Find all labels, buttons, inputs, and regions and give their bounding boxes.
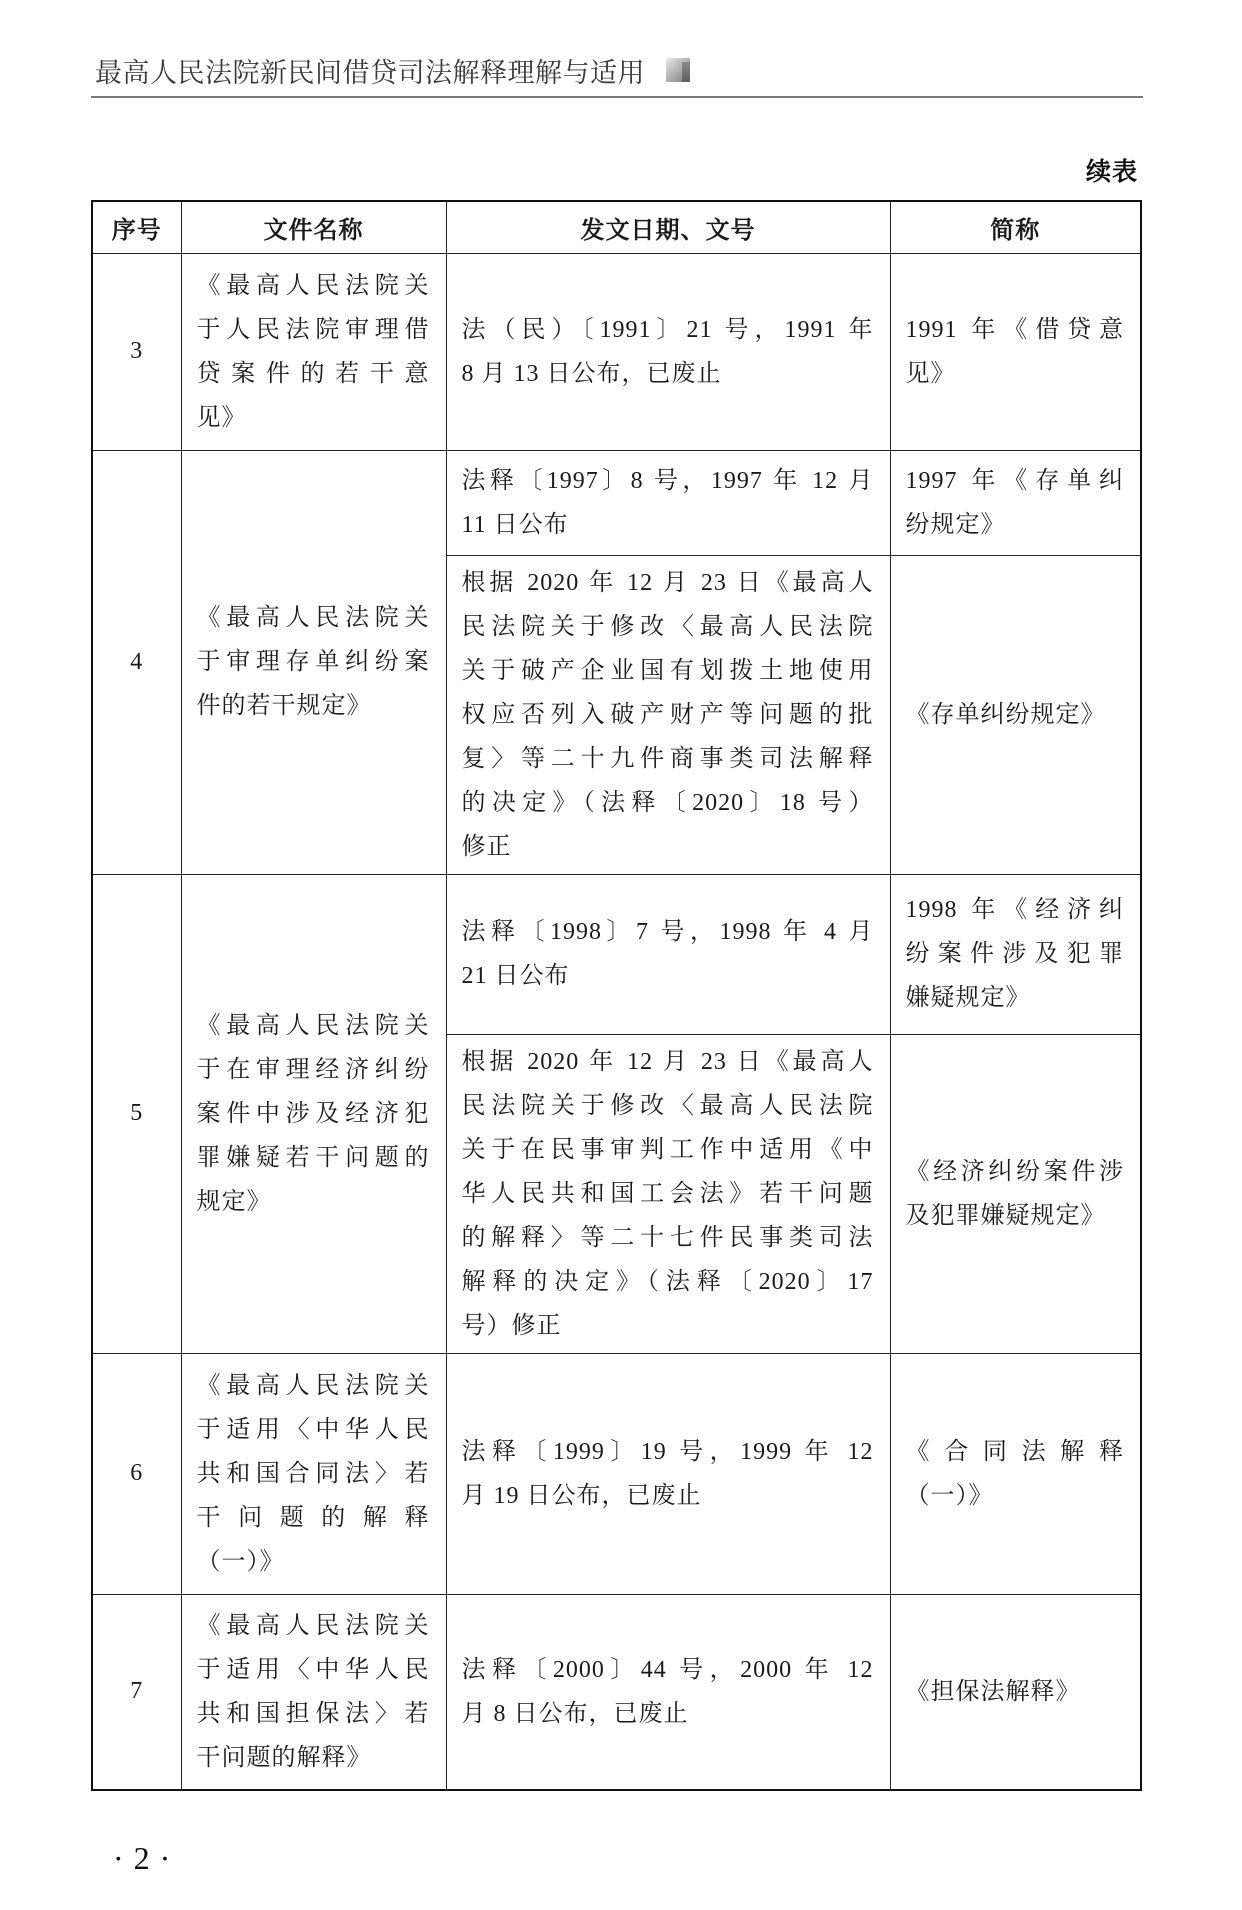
document-name-line: 共和国合同法〉若	[196, 1460, 430, 1487]
issue-date-cell	[446, 555, 890, 874]
document-name-line: 干问题的解释》	[196, 1744, 372, 1771]
document-name-line: 于审理存单纠纷案	[196, 649, 430, 675]
document-name-line: 共和国担保法〉若	[196, 1700, 430, 1727]
running-title: 最高人民法院新民间借贷司法解释理解与适用	[95, 58, 645, 88]
issue-date-line: 民法院关于修改〈最高人民法院	[461, 613, 874, 640]
issue-date-line: 11 日公布	[461, 511, 569, 538]
document-name-line: 见》	[196, 404, 247, 431]
issue-date-cell	[446, 874, 890, 1034]
issue-date-cell	[446, 1034, 890, 1353]
table-header-row	[92, 201, 1141, 253]
document-name-line: 《最高人民法院关	[196, 1012, 430, 1039]
abbreviation-line: 《合同法解释	[905, 1438, 1124, 1465]
document-name-line: 于在审理经济纠纷	[196, 1056, 430, 1083]
column-header-document-name: 文件名称	[181, 201, 446, 253]
column-header-issue-date: 发文日期、文号	[446, 201, 890, 253]
abbreviation-cell	[890, 1034, 1141, 1353]
header-rule	[91, 96, 1143, 98]
issue-date-cell	[446, 1594, 890, 1790]
issue-date-line: 月 8 日公布，已废止	[461, 1700, 689, 1727]
abbreviation-line: 《担保法解释》	[905, 1678, 1081, 1705]
document-name-cell	[181, 450, 446, 874]
document-name-line: 贷案件的若干意	[196, 360, 430, 387]
continued-table-label: 续表	[1085, 158, 1138, 186]
issue-date-line: 华人民共和国工会法》若干问题	[461, 1180, 874, 1207]
row-number-cell: 6	[92, 1353, 181, 1594]
abbreviation-line: 及犯罪嫌疑规定》	[905, 1202, 1106, 1229]
square-ornament-icon	[666, 58, 690, 82]
issue-date-line: 复〉等二十九件商事类司法解释	[461, 745, 874, 772]
issue-date-line: 解释的决定》（法释〔2020〕17	[461, 1268, 874, 1295]
issue-date-line: 修正	[461, 833, 512, 860]
abbreviation-cell	[890, 1353, 1141, 1594]
issue-date-line: 根据 2020 年 12 月 23 日《最高人	[461, 1048, 874, 1075]
issue-date-line: 号）修正	[461, 1312, 562, 1339]
table-row	[92, 1353, 1141, 1594]
abbreviation-line: 1997 年《存单纠	[905, 467, 1124, 494]
abbreviation-cell	[890, 253, 1141, 450]
abbreviation-cell	[890, 874, 1141, 1034]
abbreviation-line: 《经济纠纷案件涉	[905, 1158, 1124, 1185]
issue-date-cell	[446, 1353, 890, 1594]
abbreviation-line: 嫌疑规定》	[905, 985, 1031, 1011]
issue-date-line: 的解释〉等二十七件民事类司法	[461, 1224, 874, 1251]
row-number-cell: 4	[92, 450, 181, 874]
issue-date-line: 月 19 日公布，已废止	[461, 1482, 702, 1509]
issue-date-cell	[446, 253, 890, 450]
document-name-line: 于适用〈中华人民	[196, 1416, 430, 1443]
row-number-cell: 3	[92, 253, 181, 450]
issue-date-line: 法（民）〔1991〕21 号，1991 年	[461, 316, 874, 343]
abbreviation-cell	[890, 555, 1141, 874]
issue-date-line: 21 日公布	[461, 963, 570, 989]
table-row	[92, 450, 1141, 555]
issue-date-line: 法释〔1997〕8 号，1997 年 12 月	[461, 467, 874, 494]
document-name-cell	[181, 1594, 446, 1790]
document-name-line: 于人民法院审理借	[196, 316, 430, 343]
table-row	[92, 874, 1141, 1034]
document-name-cell	[181, 874, 446, 1353]
abbreviation-line: （一）》	[905, 1482, 994, 1509]
document-name-line: 《最高人民法院关	[196, 272, 430, 299]
table-row	[92, 253, 1141, 450]
issue-date-line: 权应否列入破产财产等问题的批	[461, 701, 874, 728]
issue-date-line: 根据 2020 年 12 月 23 日《最高人	[461, 569, 874, 596]
abbreviation-line: 纷案件涉及犯罪	[905, 941, 1124, 967]
issue-date-line: 关于在民事审判工作中适用《中	[461, 1136, 874, 1163]
abbreviation-line: 1998 年《经济纠	[905, 897, 1124, 923]
issue-date-line: 的决定》（法释〔2020〕18 号）	[461, 789, 874, 816]
abbreviation-line: 见》	[905, 360, 956, 387]
issue-date-cell	[446, 450, 890, 555]
issue-date-line: 法释〔1998〕7 号，1998 年 4 月	[461, 919, 874, 945]
column-header-abbreviation: 简称	[890, 201, 1141, 253]
document-name-line: 件的若干规定》	[196, 693, 372, 719]
document-name-line: 《最高人民法院关	[196, 1372, 430, 1399]
issue-date-line: 法释〔1999〕19 号，1999 年 12	[461, 1438, 874, 1465]
document-name-line: （一）》	[196, 1548, 285, 1575]
document-name-line: 干问题的解释	[196, 1504, 430, 1531]
row-number-cell: 5	[92, 874, 181, 1353]
page-number: · 2 ·	[113, 1840, 172, 1876]
document-name-line: 规定》	[196, 1188, 272, 1215]
document-name-line: 案件中涉及经济犯	[196, 1100, 430, 1127]
document-name-cell	[181, 253, 446, 450]
document-name-line: 《最高人民法院关	[196, 605, 430, 631]
document-name-line: 罪嫌疑若干问题的	[196, 1144, 430, 1171]
issue-date-line: 民法院关于修改〈最高人民法院	[461, 1092, 874, 1119]
document-name-cell	[181, 1353, 446, 1594]
issue-date-line: 关于破产企业国有划拨土地使用	[461, 657, 874, 684]
table-row	[92, 1594, 1141, 1790]
issue-date-line: 法释〔2000〕44 号，2000 年 12	[461, 1656, 874, 1683]
issue-date-line: 8 月 13 日公布，已废止	[461, 360, 722, 387]
abbreviation-line: 1991 年《借贷意	[905, 316, 1124, 343]
column-header-number: 序号	[92, 201, 181, 253]
document-name-line: 于适用〈中华人民	[196, 1656, 430, 1683]
abbreviation-line: 纷规定》	[905, 511, 1006, 538]
abbreviation-line: 《存单纠纷规定》	[905, 701, 1106, 728]
row-number-cell: 7	[92, 1594, 181, 1790]
document-name-line: 《最高人民法院关	[196, 1612, 430, 1639]
document-table	[91, 200, 1142, 1791]
abbreviation-cell	[890, 1594, 1141, 1790]
abbreviation-cell	[890, 450, 1141, 555]
